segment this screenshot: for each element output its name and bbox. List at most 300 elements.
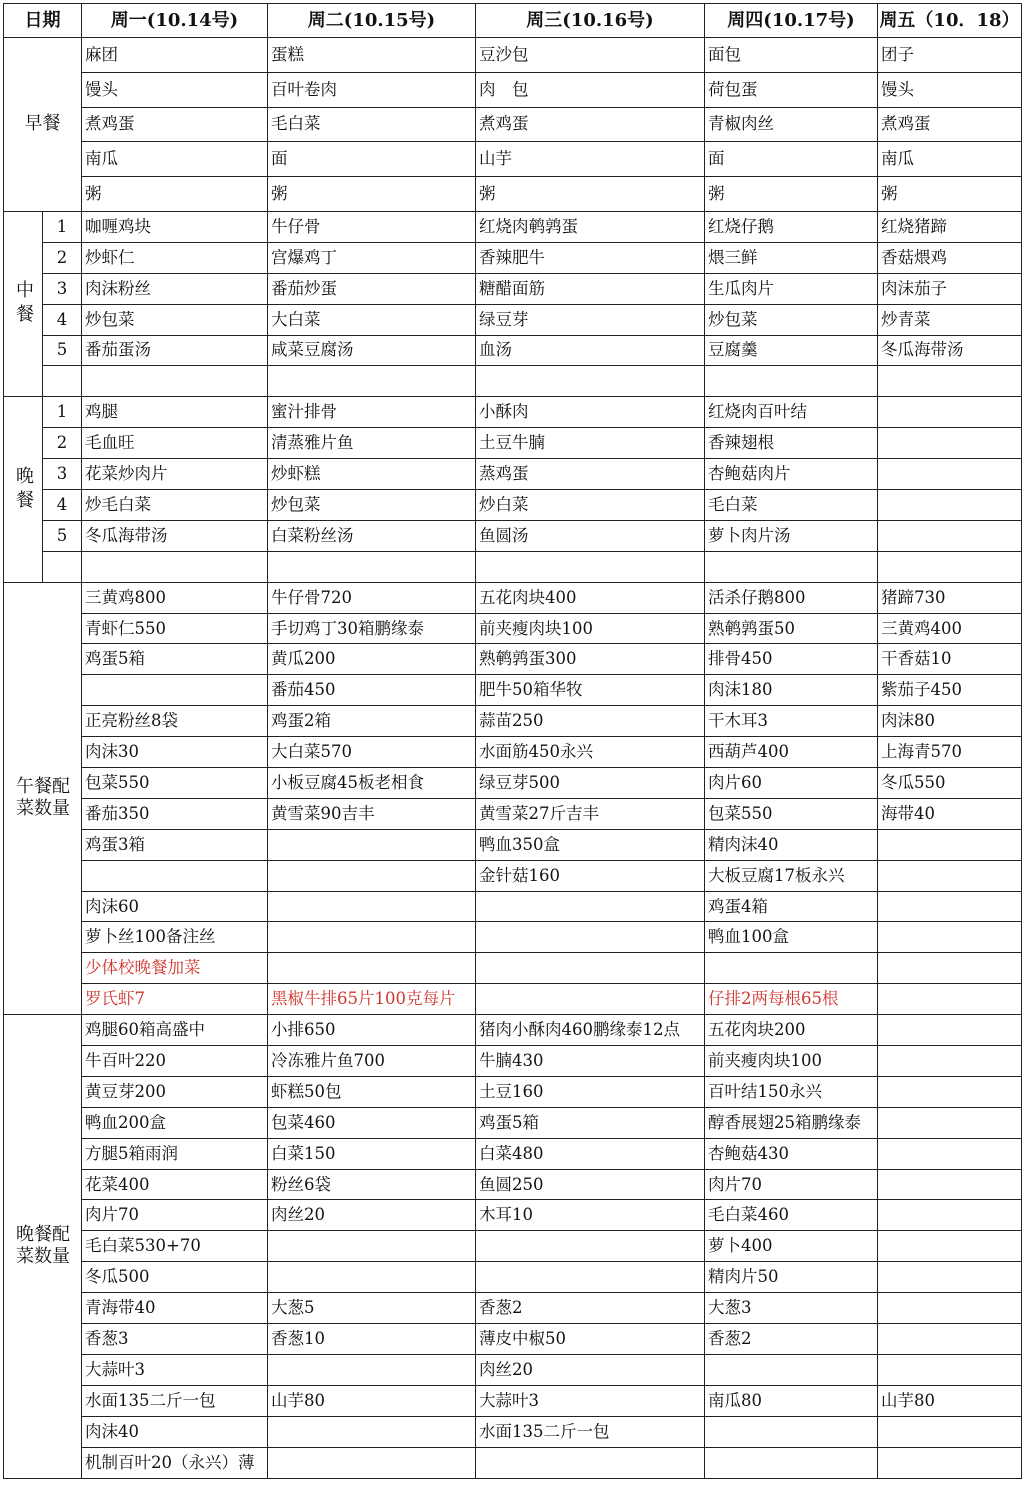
quantity-cell: 冬瓜550 [878,768,1022,799]
quantity-cell: 正亮粉丝8袋 [82,706,268,737]
quantity-cell: 香葱2 [705,1324,878,1355]
breakfast-row [4,177,1022,212]
lunch-qty-row [4,582,1022,613]
dish-number: 2 [43,242,82,273]
quantity-cell: 鸭血350盒 [476,829,705,860]
day-header-wed: 周三(10.16号) [476,4,705,38]
quantity-cell [476,1447,705,1478]
menu-cell: 面 [268,142,476,177]
quantity-cell: 大白菜570 [268,737,476,768]
menu-body [4,38,1022,1479]
quantity-cell: 西葫芦400 [705,737,878,768]
dinner-qty-row [4,1169,1022,1200]
menu-cell [878,490,1022,521]
quantity-cell: 鸡蛋4箱 [705,891,878,922]
menu-cell: 萝卜肉片汤 [705,520,878,551]
menu-cell: 南瓜 [878,142,1022,177]
quantity-cell [705,1416,878,1447]
menu-cell: 馒头 [878,72,1022,107]
quantity-cell: 白菜150 [268,1138,476,1169]
empty-cell [43,551,82,582]
quantity-cell: 杏鲍菇430 [705,1138,878,1169]
dinner-row [4,397,1022,428]
quantity-cell: 三黄鸡800 [82,582,268,613]
dish-number: 5 [43,335,82,366]
quantity-cell: 鸡蛋3箱 [82,829,268,860]
lunch-row [4,335,1022,366]
dinner-row [4,428,1022,459]
quantity-cell: 蒜苗250 [476,706,705,737]
quantity-cell: 方腿5箱雨润 [82,1138,268,1169]
quantity-cell [476,953,705,984]
quantity-cell: 番茄350 [82,798,268,829]
quantity-cell: 肉沫180 [705,675,878,706]
quantity-cell: 水面135二斤一包 [82,1385,268,1416]
quantity-cell: 肉丝20 [268,1200,476,1231]
quantity-cell: 黄雪菜27斤吉丰 [476,798,705,829]
dish-number: 4 [43,304,82,335]
menu-cell: 土豆牛腩 [476,428,705,459]
menu-cell: 小酥肉 [476,397,705,428]
menu-cell: 鱼圆汤 [476,520,705,551]
quantity-cell: 精肉片50 [705,1262,878,1293]
dinner-qty-row [4,1231,1022,1262]
quantity-cell: 小排650 [268,1015,476,1046]
menu-cell: 牛仔骨 [268,211,476,242]
date-header: 日期 [4,4,82,38]
quantity-cell: 青虾仁550 [82,613,268,644]
quantity-cell [268,1447,476,1478]
quantity-cell: 绿豆芽500 [476,768,705,799]
quantity-cell: 鸡腿60箱高盛中 [82,1015,268,1046]
menu-cell: 大白菜 [268,304,476,335]
quantity-cell [878,860,1022,891]
dinner-qty-row [4,1385,1022,1416]
quantity-cell [878,1169,1022,1200]
menu-cell: 清蒸雅片鱼 [268,428,476,459]
quantity-cell: 醇香展翅25箱鹏缘泰 [705,1107,878,1138]
menu-cell: 冬瓜海带汤 [878,335,1022,366]
quantity-cell: 鸡蛋5箱 [82,644,268,675]
quantity-cell: 大葱5 [268,1293,476,1324]
quantity-cell [268,953,476,984]
quantity-cell: 肉沫80 [878,706,1022,737]
empty-cell [878,366,1022,397]
menu-cell: 杏鲍菇肉片 [705,459,878,490]
menu-cell: 绿豆芽 [476,304,705,335]
quantity-cell: 冷冻雅片鱼700 [268,1046,476,1077]
quantity-cell: 香葱3 [82,1324,268,1355]
menu-cell: 荷包蛋 [705,72,878,107]
menu-cell: 香辣肥牛 [476,242,705,273]
quantity-cell: 水面135二斤一包 [476,1416,705,1447]
empty-cell [476,366,705,397]
menu-cell: 粥 [705,177,878,212]
quantity-cell: 肉丝20 [476,1354,705,1385]
quantity-cell: 毛白菜530+70 [82,1231,268,1262]
menu-cell: 生瓜肉片 [705,273,878,304]
quantity-cell: 香葱10 [268,1324,476,1355]
menu-cell: 冬瓜海带汤 [82,520,268,551]
menu-cell: 白菜粉丝汤 [268,520,476,551]
menu-cell: 粥 [476,177,705,212]
quantity-cell: 紫茄子450 [878,675,1022,706]
dinner-qty-row [4,1354,1022,1385]
quantity-cell: 鱼圆250 [476,1169,705,1200]
quantity-cell [878,1447,1022,1478]
menu-cell: 毛白菜 [705,490,878,521]
menu-cell: 粥 [878,177,1022,212]
quantity-cell: 机制百叶20（永兴）薄 [82,1447,268,1478]
quantity-cell [878,1354,1022,1385]
lunch-qty-row [4,706,1022,737]
dinner-qty-section-label: 晚餐配菜数量 [4,1015,82,1478]
dish-number: 1 [43,397,82,428]
quantity-cell: 黄豆芽200 [82,1076,268,1107]
menu-cell [878,428,1022,459]
lunch-qty-row [4,953,1022,984]
menu-cell: 血汤 [476,335,705,366]
menu-cell: 香辣翅根 [705,428,878,459]
lunch-qty-row [4,860,1022,891]
quantity-cell [476,1262,705,1293]
dish-number: 2 [43,428,82,459]
quantity-cell: 番茄450 [268,675,476,706]
lunch-qty-row [4,984,1022,1015]
quantity-cell: 包菜550 [705,798,878,829]
quantity-cell: 木耳10 [476,1200,705,1231]
quantity-cell [878,1046,1022,1077]
menu-cell: 豆沙包 [476,38,705,73]
quantity-cell: 金针菇160 [476,860,705,891]
quantity-cell [476,922,705,953]
quantity-cell: 粉丝6袋 [268,1169,476,1200]
quantity-cell: 小板豆腐45板老相食 [268,768,476,799]
quantity-cell: 大蒜叶3 [82,1354,268,1385]
menu-cell: 豆腐羹 [705,335,878,366]
menu-cell: 鸡腿 [82,397,268,428]
menu-cell: 青椒肉丝 [705,107,878,142]
dinner-qty-row [4,1200,1022,1231]
quantity-cell [878,1293,1022,1324]
quantity-cell: 鸡蛋5箱 [476,1107,705,1138]
quantity-cell: 牛仔骨720 [268,582,476,613]
menu-cell: 炒虾仁 [82,242,268,273]
empty-cell [705,551,878,582]
quantity-cell: 南瓜80 [705,1385,878,1416]
quantity-cell: 猪肉小酥肉460鹏缘泰12点 [476,1015,705,1046]
quantity-cell [268,1262,476,1293]
quantity-cell: 青海带40 [82,1293,268,1324]
lunch-section-label: 中餐 [4,211,43,396]
quantity-cell: 五花肉块200 [705,1015,878,1046]
quantity-cell: 罗氏虾7 [82,984,268,1015]
lunch-qty-row [4,798,1022,829]
menu-cell: 咖喱鸡块 [82,211,268,242]
quantity-cell [878,1416,1022,1447]
quantity-cell: 山芋80 [268,1385,476,1416]
menu-cell: 花菜炒肉片 [82,459,268,490]
quantity-cell: 肉片70 [82,1200,268,1231]
empty-cell [268,366,476,397]
quantity-cell: 大葱3 [705,1293,878,1324]
quantity-cell [476,984,705,1015]
day-header-tue: 周二(10.15号) [268,4,476,38]
quantity-cell: 黄雪菜90吉丰 [268,798,476,829]
menu-cell: 咸菜豆腐汤 [268,335,476,366]
lunch-qty-row [4,644,1022,675]
menu-cell: 肉 包 [476,72,705,107]
lunch-qty-row [4,613,1022,644]
empty-cell [82,366,268,397]
menu-cell: 煮鸡蛋 [476,107,705,142]
quantity-cell: 水面筋450永兴 [476,737,705,768]
menu-cell: 面 [705,142,878,177]
lunch-qty-row [4,737,1022,768]
menu-cell [878,397,1022,428]
quantity-cell: 干香菇10 [878,644,1022,675]
menu-cell: 麻团 [82,38,268,73]
dinner-qty-row [4,1107,1022,1138]
quantity-cell: 少体校晚餐加菜 [82,953,268,984]
lunch-qty-row [4,675,1022,706]
quantity-cell: 前夹瘦肉块100 [705,1046,878,1077]
dinner-blank-row [4,551,1022,582]
quantity-cell [878,1200,1022,1231]
day-header-thu: 周四(10.17号) [705,4,878,38]
menu-cell: 番茄蛋汤 [82,335,268,366]
menu-cell: 炒包菜 [705,304,878,335]
quantity-cell: 虾糕50包 [268,1076,476,1107]
quantity-cell: 三黄鸡400 [878,613,1022,644]
quantity-cell: 猪蹄730 [878,582,1022,613]
quantity-cell: 前夹瘦肉块100 [476,613,705,644]
header-row [4,4,1022,38]
lunch-row [4,273,1022,304]
quantity-cell [268,891,476,922]
dinner-qty-row [4,1324,1022,1355]
quantity-cell: 冬瓜500 [82,1262,268,1293]
day-header-mon: 周一(10.14号) [82,4,268,38]
menu-cell: 山芋 [476,142,705,177]
menu-cell: 肉沫粉丝 [82,273,268,304]
quantity-cell: 鸡蛋2箱 [268,706,476,737]
dinner-row [4,459,1022,490]
quantity-cell: 肉沫30 [82,737,268,768]
empty-cell [43,366,82,397]
quantity-cell: 薄皮中椒50 [476,1324,705,1355]
breakfast-row [4,142,1022,177]
empty-cell [476,551,705,582]
lunch-qty-row [4,768,1022,799]
menu-cell: 炒虾糕 [268,459,476,490]
breakfast-section-label: 早餐 [4,38,82,212]
quantity-cell: 大蒜叶3 [476,1385,705,1416]
menu-cell: 炒包菜 [82,304,268,335]
lunch-row [4,304,1022,335]
quantity-cell [82,675,268,706]
quantity-cell: 熟鹌鹑蛋300 [476,644,705,675]
breakfast-row [4,38,1022,73]
menu-cell: 炒毛白菜 [82,490,268,521]
menu-cell: 糖醋面筋 [476,273,705,304]
menu-cell: 番茄炒蛋 [268,273,476,304]
dish-number: 3 [43,459,82,490]
dinner-qty-row [4,1416,1022,1447]
menu-cell: 红烧猪蹄 [878,211,1022,242]
quantity-cell: 包菜550 [82,768,268,799]
quantity-cell [268,1416,476,1447]
quantity-cell [705,1354,878,1385]
empty-cell [705,366,878,397]
lunch-blank-row [4,366,1022,397]
menu-cell: 红烧仔鹅 [705,211,878,242]
dinner-qty-row [4,1076,1022,1107]
dish-number: 5 [43,520,82,551]
quantity-cell: 五花肉块400 [476,582,705,613]
quantity-cell [878,1324,1022,1355]
empty-cell [878,551,1022,582]
quantity-cell: 萝卜400 [705,1231,878,1262]
breakfast-row [4,72,1022,107]
menu-cell: 红烧肉鹌鹑蛋 [476,211,705,242]
menu-cell: 炒包菜 [268,490,476,521]
quantity-cell: 毛白菜460 [705,1200,878,1231]
quantity-cell: 肉片70 [705,1169,878,1200]
quantity-cell: 仔排2两每根65根 [705,984,878,1015]
dish-number: 4 [43,490,82,521]
quantity-cell: 海带40 [878,798,1022,829]
quantity-cell [878,1262,1022,1293]
lunch-row [4,211,1022,242]
quantity-cell: 手切鸡丁30箱鹏缘泰 [268,613,476,644]
dinner-qty-row [4,1293,1022,1324]
quantity-cell [878,984,1022,1015]
quantity-cell: 牛百叶220 [82,1046,268,1077]
quantity-cell [82,860,268,891]
quantity-cell: 土豆160 [476,1076,705,1107]
quantity-cell [878,1107,1022,1138]
dinner-section-label: 晚餐 [4,397,43,582]
menu-cell: 蒸鸡蛋 [476,459,705,490]
dish-number: 1 [43,211,82,242]
quantity-cell [878,1138,1022,1169]
lunch-qty-row [4,829,1022,860]
dinner-row [4,520,1022,551]
quantity-cell: 精肉沫40 [705,829,878,860]
menu-cell: 面包 [705,38,878,73]
menu-cell: 煮鸡蛋 [878,107,1022,142]
menu-cell: 粥 [82,177,268,212]
quantity-cell [878,1231,1022,1262]
menu-cell: 百叶卷肉 [268,72,476,107]
menu-cell: 香菇煨鸡 [878,242,1022,273]
menu-cell: 蜜汁排骨 [268,397,476,428]
quantity-cell: 肥牛50箱华牧 [476,675,705,706]
quantity-cell [878,1076,1022,1107]
quantity-cell [705,1447,878,1478]
quantity-cell: 熟鹌鹑蛋50 [705,613,878,644]
quantity-cell: 肉沫60 [82,891,268,922]
dish-number: 3 [43,273,82,304]
quantity-cell: 香葱2 [476,1293,705,1324]
quantity-cell: 包菜460 [268,1107,476,1138]
menu-cell [878,520,1022,551]
menu-cell: 馒头 [82,72,268,107]
breakfast-row [4,107,1022,142]
quantity-cell [878,1015,1022,1046]
menu-cell: 毛白菜 [268,107,476,142]
quantity-cell [705,953,878,984]
quantity-cell [268,1354,476,1385]
quantity-cell: 山芋80 [878,1385,1022,1416]
dinner-qty-row [4,1015,1022,1046]
quantity-cell: 肉片60 [705,768,878,799]
quantity-cell [878,891,1022,922]
quantity-cell [476,1231,705,1262]
quantity-cell [878,922,1022,953]
menu-cell: 炒青菜 [878,304,1022,335]
dinner-row [4,490,1022,521]
dinner-qty-row [4,1046,1022,1077]
quantity-cell: 肉沫40 [82,1416,268,1447]
quantity-cell: 花菜400 [82,1169,268,1200]
menu-cell: 毛血旺 [82,428,268,459]
quantity-cell: 上海青570 [878,737,1022,768]
quantity-cell [268,922,476,953]
menu-cell: 宫爆鸡丁 [268,242,476,273]
empty-cell [82,551,268,582]
quantity-cell: 活杀仔鹅800 [705,582,878,613]
quantity-cell: 干木耳3 [705,706,878,737]
dinner-qty-row [4,1447,1022,1478]
quantity-cell: 排骨450 [705,644,878,675]
lunch-qty-section-label: 午餐配菜数量 [4,582,82,1014]
menu-cell: 团子 [878,38,1022,73]
menu-cell: 肉沫茄子 [878,273,1022,304]
menu-cell: 炒白菜 [476,490,705,521]
quantity-cell: 黄瓜200 [268,644,476,675]
menu-cell: 粥 [268,177,476,212]
dinner-qty-row [4,1262,1022,1293]
quantity-cell: 牛腩430 [476,1046,705,1077]
day-header-fri: 周五（10．18） [878,4,1022,38]
menu-cell: 红烧肉百叶结 [705,397,878,428]
lunch-qty-row [4,891,1022,922]
quantity-cell: 白菜480 [476,1138,705,1169]
quantity-cell [878,953,1022,984]
quantity-cell: 百叶结150永兴 [705,1076,878,1107]
menu-cell: 煨三鲜 [705,242,878,273]
quantity-cell: 萝卜丝100备注丝 [82,922,268,953]
quantity-cell [268,860,476,891]
quantity-cell: 鸭血100盒 [705,922,878,953]
quantity-cell [268,829,476,860]
quantity-cell: 鸭血200盒 [82,1107,268,1138]
menu-cell [878,459,1022,490]
quantity-cell: 大板豆腐17板永兴 [705,860,878,891]
lunch-row [4,242,1022,273]
quantity-cell [878,829,1022,860]
menu-cell: 南瓜 [82,142,268,177]
empty-cell [268,551,476,582]
menu-cell: 蛋糕 [268,38,476,73]
quantity-cell: 黑椒牛排65片100克每片 [268,984,476,1015]
dinner-qty-row [4,1138,1022,1169]
lunch-qty-row [4,922,1022,953]
weekly-menu-table [3,3,1022,1479]
quantity-cell [268,1231,476,1262]
